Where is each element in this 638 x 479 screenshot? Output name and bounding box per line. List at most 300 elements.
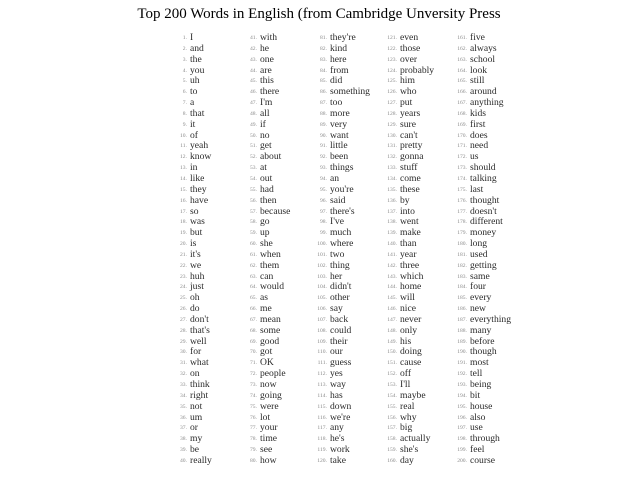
word-text: good	[260, 335, 280, 347]
word-text: real	[400, 400, 415, 412]
word-rank: 119.	[317, 447, 327, 454]
word-column	[452, 33, 522, 473]
word-text: of	[190, 129, 198, 141]
word-list-scan	[172, 33, 522, 473]
word-rank: 142.	[387, 262, 397, 269]
word-row	[242, 185, 312, 196]
word-rank: 150.	[387, 349, 397, 356]
word-row	[382, 66, 452, 77]
word-row	[242, 261, 312, 272]
word-rank: 82.	[320, 45, 327, 52]
word-text: also	[470, 411, 486, 423]
word-row	[172, 456, 242, 467]
word-text: those	[400, 42, 421, 54]
word-text: our	[330, 346, 343, 358]
word-text: very	[330, 118, 348, 130]
word-text: are	[260, 64, 272, 76]
word-text: day	[400, 454, 414, 466]
word-row	[452, 196, 522, 207]
word-rank: 113.	[317, 382, 327, 388]
word-text: is	[190, 238, 197, 250]
word-rank: 192.	[457, 371, 467, 378]
word-text: make	[400, 227, 421, 239]
word-text: though	[470, 346, 497, 358]
word-row	[452, 120, 522, 131]
word-rank: 30.	[180, 349, 187, 356]
word-rank: 188.	[457, 327, 467, 334]
word-rank: 165.	[457, 78, 467, 85]
word-row	[452, 293, 522, 304]
word-rank: 1.	[182, 35, 187, 41]
word-text: course	[470, 454, 496, 466]
word-rank: 4.	[182, 67, 187, 74]
word-column	[382, 33, 452, 473]
word-text: always	[470, 42, 497, 54]
word-rank: 73.	[250, 382, 257, 388]
word-text: think	[190, 379, 210, 390]
word-rank: 54.	[250, 175, 257, 182]
word-column	[312, 33, 382, 473]
word-row	[172, 196, 242, 207]
word-text: different	[470, 216, 503, 228]
word-text: same	[470, 270, 490, 282]
word-text: too	[330, 97, 343, 109]
word-rank: 160.	[387, 457, 397, 464]
word-text: does	[470, 129, 488, 141]
word-row	[172, 293, 242, 304]
word-text: that	[190, 107, 205, 119]
word-text: go	[260, 216, 270, 228]
word-text: years	[400, 107, 421, 119]
word-text: do	[190, 303, 200, 315]
slide-title: Top 200 Words in English (from Cambridge Unversity Press	[137, 6, 501, 22]
word-row	[312, 261, 382, 272]
word-text: get	[260, 140, 272, 152]
word-text: actually	[400, 433, 431, 445]
word-text: can't	[400, 129, 418, 141]
word-rank: 182.	[457, 262, 467, 269]
word-rank: 145.	[387, 295, 397, 302]
word-row	[172, 413, 242, 424]
word-text: me	[260, 303, 272, 315]
word-column	[242, 33, 312, 473]
word-text: where	[330, 238, 354, 250]
word-rank: 164.	[457, 67, 467, 74]
word-rank: 33.	[180, 382, 187, 388]
word-rank: 49.	[250, 121, 257, 128]
word-rank: 166.	[457, 89, 467, 96]
word-text: five	[470, 32, 485, 43]
word-rank: 178.	[457, 219, 467, 226]
word-column	[172, 33, 242, 473]
word-rank: 106.	[317, 306, 327, 313]
word-rank: 132.	[387, 154, 397, 161]
word-rank: 174.	[457, 175, 467, 182]
word-rank: 146.	[387, 306, 397, 313]
word-row	[172, 109, 242, 120]
word-row	[242, 207, 312, 218]
word-row	[452, 55, 522, 66]
word-row	[382, 293, 452, 304]
word-row	[452, 66, 522, 77]
word-text: up	[260, 227, 270, 239]
word-text: went	[400, 216, 419, 228]
word-row	[382, 196, 452, 207]
word-text: say	[330, 303, 343, 315]
word-text: an	[330, 172, 340, 184]
word-text: had	[260, 183, 274, 195]
word-rank: 8.	[182, 110, 187, 117]
word-rank: 175.	[457, 186, 467, 193]
word-rank: 92.	[320, 154, 327, 161]
word-row	[242, 337, 312, 348]
word-rank: 28.	[180, 327, 187, 334]
word-rank: 7.	[182, 100, 187, 107]
word-row	[242, 293, 312, 304]
word-row	[242, 44, 312, 55]
word-rank: 120.	[317, 457, 327, 464]
word-row	[172, 261, 242, 272]
word-row	[172, 391, 242, 402]
word-text: one	[260, 53, 274, 65]
word-text: money	[470, 227, 497, 239]
word-rank: 53.	[250, 165, 257, 172]
word-rank: 78.	[250, 436, 257, 443]
word-text: these	[400, 183, 420, 195]
word-row	[452, 380, 522, 391]
word-text: with	[260, 32, 278, 43]
word-text: cause	[400, 357, 422, 369]
word-rank: 48.	[250, 110, 257, 117]
word-text: people	[260, 368, 286, 380]
word-row	[452, 174, 522, 185]
word-row	[452, 109, 522, 120]
word-text: home	[400, 281, 422, 293]
word-text: little	[330, 140, 348, 152]
word-text: four	[470, 281, 486, 293]
word-row	[172, 98, 242, 109]
word-text: been	[330, 151, 349, 163]
word-rank: 85.	[320, 78, 327, 85]
word-row	[242, 87, 312, 98]
word-text: them	[260, 259, 280, 271]
word-rank: 42.	[250, 45, 257, 52]
word-rank: 151.	[387, 360, 397, 367]
word-text: who	[400, 86, 417, 98]
word-text: if	[260, 118, 266, 130]
word-text: for	[190, 346, 202, 358]
word-rank: 64.	[250, 284, 257, 291]
word-row	[312, 44, 382, 55]
word-rank: 129.	[387, 121, 397, 128]
word-rank: 180.	[457, 241, 467, 248]
word-text: other	[330, 292, 350, 304]
word-row	[312, 66, 382, 77]
word-text: know	[190, 151, 212, 163]
word-rank: 51.	[250, 143, 257, 150]
word-text: we're	[330, 411, 351, 423]
word-rank: 90.	[320, 132, 327, 139]
word-row	[312, 337, 382, 348]
word-rank: 74.	[250, 392, 257, 399]
word-text: that's	[190, 324, 210, 336]
word-text: mean	[260, 313, 281, 325]
word-text: really	[190, 454, 212, 466]
word-text: didn't	[330, 281, 352, 293]
word-text: house	[470, 400, 493, 412]
word-rank: 18.	[180, 219, 187, 226]
word-text: just	[190, 281, 204, 293]
word-rank: 158.	[387, 436, 397, 443]
word-rank: 3.	[182, 56, 187, 63]
word-row	[172, 207, 242, 218]
word-text: about	[260, 151, 282, 163]
word-rank: 128.	[387, 110, 397, 117]
word-text: out	[260, 172, 273, 184]
word-row	[172, 55, 242, 66]
word-row	[382, 315, 452, 326]
word-rank: 40.	[180, 457, 187, 464]
word-row	[242, 228, 312, 239]
word-row	[312, 326, 382, 337]
word-text: by	[400, 194, 410, 206]
word-row	[382, 120, 452, 131]
word-rank: 91.	[320, 143, 327, 150]
word-rank: 25.	[180, 295, 187, 302]
word-rank: 199.	[457, 447, 467, 454]
word-rank: 183.	[457, 273, 467, 280]
word-rank: 98.	[320, 219, 327, 226]
word-row	[382, 261, 452, 272]
word-text: any	[330, 422, 344, 434]
word-row	[382, 413, 452, 424]
word-rank: 66.	[250, 306, 257, 313]
word-rank: 23.	[180, 273, 187, 280]
word-rank: 177.	[457, 208, 467, 215]
word-rank: 95.	[320, 186, 327, 193]
word-rank: 191.	[457, 360, 467, 367]
word-rank: 61.	[250, 251, 257, 258]
word-text: you	[190, 64, 205, 76]
word-rank: 162.	[457, 45, 467, 52]
word-rank: 79.	[250, 447, 257, 454]
word-row	[172, 272, 242, 283]
word-row	[172, 174, 242, 185]
word-rank: 138.	[387, 219, 397, 226]
word-text: school	[470, 53, 496, 65]
word-text: want	[330, 129, 349, 141]
word-rank: 181.	[457, 251, 467, 258]
word-text: stuff	[400, 162, 418, 174]
word-text: something	[330, 86, 370, 98]
word-row	[172, 76, 242, 87]
word-text: OK	[260, 357, 274, 369]
word-text: come	[400, 172, 421, 184]
word-rank: 27.	[180, 316, 187, 323]
word-text: it	[190, 118, 196, 130]
word-rank: 75.	[250, 403, 257, 410]
word-rank: 57.	[250, 208, 257, 215]
word-rank: 112.	[317, 371, 327, 378]
word-rank: 89.	[320, 121, 327, 128]
word-row	[452, 413, 522, 424]
word-rank: 114.	[317, 392, 327, 399]
word-text: well	[190, 335, 207, 347]
word-rank: 70.	[250, 349, 257, 356]
word-rank: 169.	[457, 121, 467, 128]
word-rank: 157.	[387, 425, 397, 432]
word-text: yeah	[190, 140, 209, 152]
word-text: yes	[330, 368, 343, 380]
word-text: probably	[400, 64, 435, 76]
word-rank: 59.	[250, 230, 257, 237]
word-row	[382, 456, 452, 467]
word-rank: 55.	[250, 186, 257, 193]
word-rank: 149.	[387, 338, 397, 345]
word-rank: 143.	[387, 273, 397, 280]
word-row	[312, 109, 382, 120]
word-rank: 190.	[457, 349, 467, 356]
word-rank: 101.	[317, 251, 327, 258]
word-rank: 60.	[250, 241, 257, 248]
word-row	[172, 87, 242, 98]
word-text: were	[260, 400, 279, 412]
word-text: use	[470, 422, 483, 434]
word-rank: 97.	[320, 208, 327, 215]
word-rank: 154.	[387, 392, 397, 399]
word-row	[242, 55, 312, 66]
word-text: through	[470, 433, 500, 445]
word-rank: 46.	[250, 89, 257, 96]
word-rank: 110.	[317, 349, 327, 356]
word-text: there	[260, 86, 280, 98]
word-rank: 83.	[320, 56, 327, 63]
word-text: before	[470, 335, 495, 347]
word-text: maybe	[400, 389, 426, 401]
word-text: take	[330, 454, 346, 466]
word-rank: 197.	[457, 425, 467, 432]
word-text: her	[330, 270, 343, 282]
word-row	[452, 456, 522, 467]
word-rank: 14.	[180, 175, 187, 182]
word-text: even	[400, 32, 419, 43]
word-rank: 22.	[180, 262, 187, 269]
word-rank: 123.	[387, 56, 397, 63]
word-row	[242, 456, 312, 467]
word-text: from	[330, 64, 349, 76]
word-rank: 200.	[457, 457, 467, 464]
word-text: there's	[330, 205, 355, 217]
word-rank: 2.	[182, 45, 187, 52]
word-row	[382, 358, 452, 369]
word-row	[452, 98, 522, 109]
word-text: did	[330, 75, 343, 87]
word-text: us	[470, 151, 479, 163]
word-rank: 140.	[387, 241, 397, 248]
word-rank: 10.	[180, 132, 187, 139]
word-row	[312, 163, 382, 174]
word-row	[242, 109, 312, 120]
word-rank: 159.	[387, 447, 397, 454]
word-row	[172, 44, 242, 55]
word-row	[242, 282, 312, 293]
word-text: not	[190, 400, 203, 412]
word-text: my	[190, 433, 203, 445]
word-text: to	[190, 86, 198, 98]
word-rank: 5.	[182, 78, 187, 85]
word-rank: 193.	[457, 382, 467, 388]
word-row	[172, 434, 242, 445]
word-text: feel	[470, 444, 485, 456]
word-rank: 187.	[457, 316, 467, 323]
word-rank: 21.	[180, 251, 187, 258]
word-rank: 69.	[250, 338, 257, 345]
word-rank: 77.	[250, 425, 257, 432]
word-row	[452, 402, 522, 413]
word-text: the	[190, 53, 202, 65]
word-text: long	[470, 238, 488, 250]
word-text: pretty	[400, 140, 423, 152]
word-rank: 86.	[320, 89, 327, 96]
word-rank: 105.	[317, 295, 327, 302]
word-rank: 147.	[387, 316, 397, 323]
word-rank: 107.	[317, 316, 327, 323]
word-row	[452, 434, 522, 445]
word-row	[242, 434, 312, 445]
word-text: should	[470, 162, 496, 174]
word-text: some	[260, 324, 281, 336]
word-rank: 127.	[387, 100, 397, 107]
word-text: why	[400, 411, 417, 423]
word-row	[312, 33, 382, 44]
word-text: so	[190, 205, 199, 217]
word-row	[312, 445, 382, 456]
word-rank: 133.	[387, 165, 397, 172]
word-text: she's	[400, 444, 419, 456]
word-row	[452, 326, 522, 337]
word-row	[242, 120, 312, 131]
word-row	[382, 369, 452, 380]
word-row	[172, 66, 242, 77]
word-rank: 68.	[250, 327, 257, 334]
word-row	[452, 272, 522, 283]
word-text: sure	[400, 118, 416, 130]
word-row	[312, 456, 382, 467]
word-text: still	[470, 75, 485, 87]
word-row	[242, 163, 312, 174]
word-rank: 124.	[387, 67, 397, 74]
word-text: got	[260, 346, 273, 358]
word-text: big	[400, 422, 413, 434]
word-text: have	[190, 194, 209, 206]
word-rank: 131.	[387, 143, 397, 150]
word-rank: 121.	[387, 35, 397, 41]
word-text: would	[260, 281, 284, 293]
word-text: because	[260, 205, 291, 217]
word-rank: 195.	[457, 403, 467, 410]
word-row	[382, 391, 452, 402]
word-row	[312, 380, 382, 391]
word-row	[242, 66, 312, 77]
word-rank: 198.	[457, 436, 467, 443]
word-text: thing	[330, 259, 350, 271]
word-rank: 58.	[250, 219, 257, 226]
word-rank: 20.	[180, 241, 187, 248]
word-text: she	[260, 238, 273, 250]
word-row	[172, 217, 242, 228]
word-text: only	[400, 324, 418, 336]
word-row	[312, 55, 382, 66]
